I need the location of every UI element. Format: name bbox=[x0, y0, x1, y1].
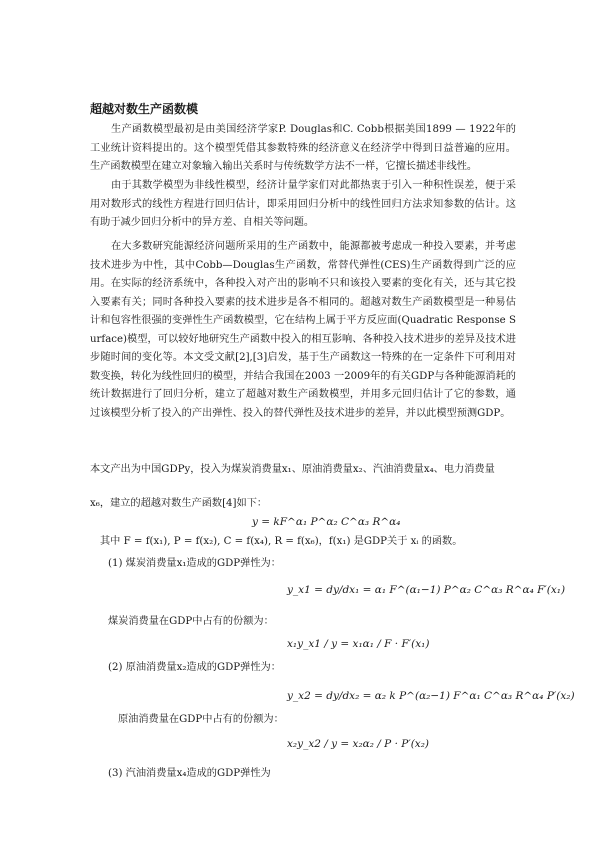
item-2-formula: y_x2 = dy/dx₂ = α₂ k P^(α₂−1) F^α₁ C^α₃ R^α₄ P′(x₂) bbox=[287, 690, 575, 702]
item-1-label: (1) 煤炭消费量x₁造成的GDP弹性为： bbox=[108, 558, 281, 569]
item-1-formula: y_x1 = dy/dx₁ = α₁ F^(α₁−1) P^α₂ C^α₃ R^α₄ F′(x₁) bbox=[287, 584, 566, 596]
item-3-label: (3) 汽油消费量x₄造成的GDP弹性为 bbox=[108, 768, 271, 779]
item-1-share-label: 煤炭消费量在GDP中占有的份额为： bbox=[108, 616, 274, 627]
paragraph-3: 在大多数研究能源经济问题所采用的生产函数中，能源都被考虑成一种投入要素，并考虑技术进步为中性，其中Cobb—Douglas生产函数，常替代弹性(CES)生产函数得到广泛的应用。在实际的经济系统中，各种投入对产出的影响不只和该投入要素的变化有关，还与其它投入要素有关；同时各种投入要素的技术进步是各不相同的。超越对数生产函数模型是一种易估计和包容性很强的变弹性生产函数模型，它在结构上属于平方反应面(Quadratic Response Surface)模型，可以较好地研究生产函数中投入的相互影响、各种投入技术进步的差异及技术进步随时间的变化等。本文受文献[2],[3]启发，基于生产函数这一特殊的在一定条件下可利用对数变换，转化为线性回归的模型，并结合我国在2003 一2009年的有关GDP与各种能源消耗的统计数据进行了回归分析，建立了超越对数生产函数模型，并用多元回归估计了它的参数，通过该模型分析了投入的产出弹性、投入的替代弹性及技术进步的差异，并以此模型预测GDP。 bbox=[90, 241, 516, 419]
item-2-share-label: 原油消费量在GDP中占有的份额为： bbox=[118, 714, 284, 725]
intro-line-2: x₆，建立的超越对数生产函数[4]如下： bbox=[90, 498, 268, 509]
item-2-share-formula: x₂y_x2 / y = x₂α₂ / P · P′(x₂) bbox=[287, 738, 430, 750]
paragraph-2: 由于其数学模型为非线性模型，经济计量学家们对此都热衷于引入一种积性误差，便于采用对数形式的线性方程进行回归估计，即采用回归分析中的线性回归方法求知参数的估计。这有助于减少回归分析中的异方差、自相关等问题。 bbox=[90, 180, 516, 228]
section-heading: 超越对数生产函数模 bbox=[90, 102, 199, 116]
paragraph-1: 生产函数模型最初是由美国经济学家P. Douglas和C. Cobb根据美国1899 — 1922年的工业统计资料提出的。这个模型凭借其参数特殊的经济意义在经济学中得到日益普遍的应用。生产函数模型在建立对象输入输出关系时与传统数学方法不一样，它擅长描述非线性。 bbox=[90, 124, 516, 172]
item-1-share-formula: x₁y_x1 / y = x₁α₁ / F · F′(x₁) bbox=[287, 638, 430, 650]
where-line: 其中 F = f(x₁), P = f(x₂), C = f(x₄), R = f(x₆)，f(x₁) 是GDP关于 xᵢ 的函数。 bbox=[100, 536, 463, 547]
main-formula: y = kF^α₁ P^α₂ C^α₃ R^α₄ bbox=[252, 516, 401, 528]
item-2-label: (2) 原油消费量x₂造成的GDP弹性为： bbox=[108, 662, 281, 673]
intro-line-1: 本文产出为中国GDPy，投入为煤炭消费量x₁、原油消费量x₂、汽油消费量x₄、电力消费量 bbox=[90, 464, 495, 475]
